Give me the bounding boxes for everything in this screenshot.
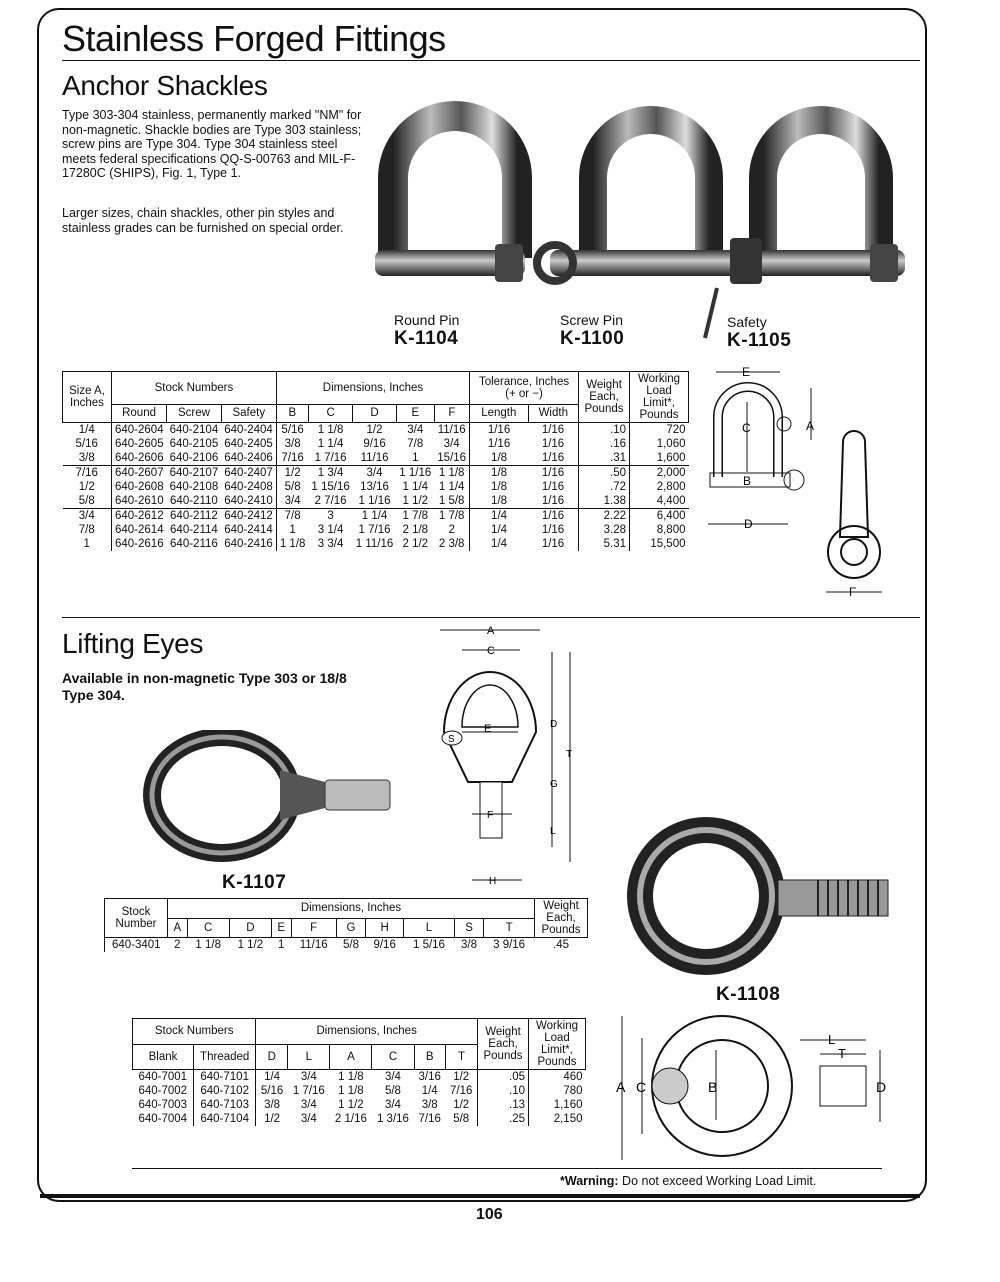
table-cell: 640-7003 <box>138 1099 188 1111</box>
t1-col-header: G <box>336 918 365 938</box>
warning-text: Do not exceed Working Load Limit. <box>622 1174 817 1188</box>
table-cell: 1,060 <box>630 437 689 451</box>
table-cell: 1 7/16 <box>314 452 347 464</box>
diagram3-label-b: B <box>708 1079 718 1095</box>
table-cell: 1 1/8 <box>317 424 344 436</box>
table-cell: 4,400 <box>630 494 689 509</box>
table-cell: 1/8 <box>470 494 528 509</box>
table-cell: .10 <box>478 1084 529 1098</box>
diagram2-label-h: H <box>489 876 497 887</box>
table-row <box>63 451 689 466</box>
table-cell: 640-2406 <box>224 452 273 464</box>
table-cell: 3 9/16 <box>493 939 526 951</box>
model-k1105: K-1105 <box>727 330 792 351</box>
table-cell: 2.22 <box>579 509 630 524</box>
caption-round-pin: Round Pin <box>394 312 460 328</box>
t2-header-dims: Dimensions, Inches <box>256 1019 478 1045</box>
diagram3-label-c: C <box>636 1079 647 1095</box>
col-header-stock-numbers: Stock Numbers <box>112 372 277 405</box>
table-cell: 1 <box>276 523 308 537</box>
col-header-f: F <box>434 404 469 422</box>
table-cell: 780 <box>529 1084 586 1098</box>
col-header-safety: Safety <box>221 404 276 422</box>
table-cell: 1/4 <box>256 1070 288 1085</box>
eye-bolt-dimension-diagram <box>604 1010 904 1168</box>
t1-col-header: D <box>229 918 271 938</box>
table-cell: .16 <box>579 437 630 451</box>
diagram3-label-a: A <box>616 1079 626 1095</box>
table-cell: 5.31 <box>579 537 630 551</box>
table-cell: 1 1/4 <box>438 481 465 493</box>
table-cell: 640-2116 <box>170 538 218 550</box>
table-cell: 1 7/8 <box>396 509 434 524</box>
col-header-b: B <box>276 404 308 422</box>
table-cell: 15,500 <box>630 537 689 551</box>
table-cell: 11/16 <box>437 424 466 436</box>
table-cell: 1/8 <box>470 466 528 481</box>
round-pin-shackle-image <box>375 116 525 282</box>
table-cell: 3/4 <box>353 466 397 481</box>
warning-label: *Warning: <box>560 1174 619 1188</box>
model-k1104: K-1104 <box>394 328 459 349</box>
table-row <box>63 494 689 509</box>
table-cell: 1/16 <box>541 538 565 550</box>
caption-safety: Safety <box>727 314 767 330</box>
anchor-heading: Anchor Shackles <box>62 70 268 101</box>
table-cell: 1 1/16 <box>358 495 391 507</box>
diagram-label-a: A <box>806 419 815 433</box>
table-cell: 1 <box>412 452 419 464</box>
table-cell: 5/8 <box>78 495 95 507</box>
table-cell: 3/4 <box>407 424 424 436</box>
table-cell: 640-3401 <box>105 938 168 953</box>
table-cell: 640-2614 <box>112 523 167 537</box>
table-cell: 640-2104 <box>169 424 219 436</box>
lifting-heading: Lifting Eyes <box>62 628 204 659</box>
table-row <box>63 509 689 524</box>
table-cell: 3/8 <box>421 1099 438 1111</box>
table-cell: 3/4 <box>63 509 112 524</box>
table-cell: 640-2608 <box>112 480 167 494</box>
table-cell: 1/2 <box>78 481 95 493</box>
table-cell: 640-2112 <box>167 509 222 524</box>
t1-col-header: S <box>454 918 483 938</box>
t1-col-header: A <box>168 918 188 938</box>
table-cell: 7/8 <box>276 509 308 524</box>
table-cell: 3/4 <box>384 1099 401 1111</box>
table-cell: 3/8 <box>276 437 308 451</box>
table-cell: 1.38 <box>579 494 630 509</box>
table-cell: 640-7102 <box>194 1084 256 1098</box>
diagram2-label-s: S <box>448 734 455 745</box>
t1-col-header: L <box>404 918 455 938</box>
table-cell: 640-2610 <box>112 494 167 509</box>
table-cell: .72 <box>579 480 630 494</box>
table-cell: 2,150 <box>529 1112 586 1126</box>
table-row <box>63 537 689 551</box>
shackle-photos <box>365 98 925 348</box>
table-cell: 1/4 <box>470 523 528 537</box>
table-cell: 1,160 <box>529 1098 586 1112</box>
table-cell: 2 1/2 <box>402 538 429 550</box>
diagram-label-f: F <box>849 585 857 599</box>
table-cell: 640-7101 <box>194 1070 256 1085</box>
table-cell: .45 <box>553 939 569 951</box>
table-cell: 1 <box>278 939 285 951</box>
table-row <box>133 1070 586 1085</box>
table-cell: 1 1/8 <box>195 939 221 951</box>
table-cell: .31 <box>579 451 630 466</box>
table-cell: 1 1/8 <box>338 1085 364 1097</box>
table-cell: 1 1/8 <box>276 537 308 551</box>
table-cell: 2 3/8 <box>438 538 465 550</box>
lifting-eye-dimension-diagram <box>432 622 582 890</box>
diagram2-label-e: E <box>484 723 492 735</box>
table-cell: 5/8 <box>343 939 360 951</box>
table-cell: 1/2 <box>453 1099 470 1111</box>
section-rule <box>62 617 920 618</box>
table-cell: 1 3/16 <box>376 1113 409 1125</box>
table-cell: 1/2 <box>256 1112 288 1126</box>
table-cell: 1/16 <box>541 424 565 436</box>
table-cell: 2 1/16 <box>334 1113 367 1125</box>
table-cell: 11/16 <box>360 452 389 464</box>
col-header-wll: Working Load Limit*, Pounds <box>630 372 689 423</box>
table-cell: 640-2607 <box>112 466 167 481</box>
col-header-weight: Weight Each, Pounds <box>579 372 630 423</box>
table-cell: 9/16 <box>363 438 386 450</box>
table-cell: 1 1/2 <box>237 939 264 951</box>
table-cell: .05 <box>478 1070 529 1085</box>
table-row <box>133 1084 586 1098</box>
table-cell: 8,800 <box>630 523 689 537</box>
page-title: Stainless Forged Fittings <box>62 18 446 59</box>
table-cell: 1 7/16 <box>292 1085 325 1097</box>
table-cell: 7/16 <box>418 1113 441 1125</box>
page-number: 106 <box>476 1206 503 1223</box>
diagram2-label-c: C <box>487 645 495 657</box>
col-header-screw: Screw <box>167 404 222 422</box>
table-cell: 640-2404 <box>224 424 273 436</box>
table-cell: 5/16 <box>276 423 308 438</box>
table-cell: 640-2407 <box>221 466 276 481</box>
t1-header-dims: Dimensions, Inches <box>168 899 535 919</box>
table-cell: 7/16 <box>276 451 308 466</box>
t1-header-weight: Weight Each, Pounds <box>535 899 588 938</box>
t2-header-blank: Blank <box>133 1044 194 1070</box>
table-cell: 640-2416 <box>224 538 273 550</box>
diagram-label-e: E <box>742 365 751 379</box>
table-cell: 640-2405 <box>224 438 273 450</box>
table-row <box>133 1098 586 1112</box>
diagram-label-d: D <box>744 517 753 531</box>
k1108-image <box>618 810 908 982</box>
table-cell: 640-2412 <box>221 509 276 524</box>
table-cell: 1 1/16 <box>396 466 434 481</box>
diagram3-label-l: L <box>828 1032 836 1047</box>
t1-col-header: T <box>484 918 535 938</box>
lifting-subtitle: Available in non-magnetic Type 303 or 18/8 Type 304. <box>62 670 347 703</box>
model-k1108: K-1108 <box>716 984 781 1005</box>
diagram-label-c: C <box>742 421 751 435</box>
table-cell: 2 <box>174 939 181 951</box>
table-row <box>133 1112 586 1126</box>
table-cell: 3/8 <box>461 939 478 951</box>
col-header-c: C <box>308 404 352 422</box>
table-cell: 640-7001 <box>138 1071 188 1083</box>
table-cell: 3.28 <box>579 523 630 537</box>
t1-col-header: H <box>366 918 404 938</box>
table-cell: 3/4 <box>384 1071 401 1083</box>
table-cell: 1/16 <box>470 423 528 438</box>
anchor-shackle-table <box>62 371 689 551</box>
table-cell: 640-2604 <box>112 423 167 438</box>
col-header-tolerance: Tolerance, Inches (+ or −) <box>470 372 579 405</box>
table-cell: 7/16 <box>450 1085 473 1097</box>
table-cell: 7/16 <box>63 466 112 481</box>
table-row <box>105 938 588 953</box>
table-cell: 640-2612 <box>112 509 167 524</box>
safety-shackle-image <box>705 120 905 338</box>
table-cell: 5/16 <box>256 1084 288 1098</box>
table-cell: 2,800 <box>630 480 689 494</box>
table-cell: 2,000 <box>630 466 689 481</box>
col-header-dimensions: Dimensions, Inches <box>276 372 469 405</box>
table-row <box>63 466 689 481</box>
table-cell: 1/16 <box>541 438 565 450</box>
table-cell: 1/2 <box>366 424 383 436</box>
table-cell: 1 <box>83 538 90 550</box>
table-cell: 3 3/4 <box>317 538 344 550</box>
lifting-eye-threaded-table <box>132 1018 586 1126</box>
table-cell: 7/8 <box>407 438 424 450</box>
t2-col-header: T <box>445 1044 477 1070</box>
table-cell: 640-2107 <box>167 466 222 481</box>
table-cell: 1/8 <box>470 480 528 494</box>
table-cell: 1 1/2 <box>338 1099 364 1111</box>
table-row <box>63 480 689 494</box>
table-cell: 3/4 <box>300 1113 317 1125</box>
table-cell: 3 <box>308 509 352 524</box>
table-cell: 1 7/8 <box>434 509 469 524</box>
table-cell: 3/4 <box>443 438 460 450</box>
t1-col-header: F <box>291 918 336 938</box>
table-cell: 3/8 <box>78 452 95 464</box>
table-cell: 1 1/4 <box>353 509 397 524</box>
diagram2-label-d: D <box>550 719 558 730</box>
model-k1100: K-1100 <box>560 328 625 349</box>
title-rule <box>62 60 920 61</box>
warning-note <box>560 1174 816 1188</box>
t2-col-header: B <box>414 1044 445 1070</box>
col-header-size: Size A, Inches <box>63 372 112 423</box>
table-cell: .50 <box>579 466 630 481</box>
table-cell: 1/16 <box>541 481 565 493</box>
table-cell: 5/8 <box>384 1085 401 1097</box>
shackle-dimension-diagram <box>698 362 898 607</box>
table-cell: 15/16 <box>437 452 467 464</box>
k1107-image <box>140 730 400 870</box>
table-cell: 640-2616 <box>112 537 167 551</box>
diagram2-label-l: L <box>550 826 556 837</box>
table-cell: 3/4 <box>300 1071 317 1083</box>
table-cell: 5/8 <box>453 1113 470 1125</box>
table-row <box>63 437 689 451</box>
table-cell: 640-2110 <box>170 495 218 507</box>
col-header-e: E <box>396 404 434 422</box>
t2-header-weight: Weight Each, Pounds <box>478 1019 529 1070</box>
diagram3-label-d: D <box>876 1079 887 1095</box>
table-cell: 3/4 <box>276 494 308 509</box>
table-cell: 640-2408 <box>224 481 273 493</box>
table-cell: 3/16 <box>418 1071 441 1083</box>
diagram2-label-t: T <box>566 749 573 760</box>
table-cell: 11/16 <box>299 939 328 951</box>
table-cell: 1 1/4 <box>402 481 429 493</box>
table-cell: 1 15/16 <box>311 481 350 493</box>
t2-col-header: C <box>372 1044 414 1070</box>
caption-screw-pin: Screw Pin <box>560 312 624 328</box>
t2-col-header: A <box>330 1044 372 1070</box>
t2-header-stock: Stock Numbers <box>133 1019 256 1045</box>
table-cell: 640-7004 <box>138 1113 188 1125</box>
table-cell: 1/8 <box>470 451 528 466</box>
diagram-label-b: B <box>743 474 752 488</box>
table-cell: 640-2606 <box>112 451 167 466</box>
table-cell: 1/16 <box>528 466 578 481</box>
table-cell: 640-2410 <box>224 495 273 507</box>
t2-header-wll: Working Load Limit*, Pounds <box>529 1019 586 1070</box>
table-cell: 640-2605 <box>112 437 167 451</box>
table-cell: 640-2105 <box>169 438 219 450</box>
table-cell: 1 1/8 <box>434 466 469 481</box>
col-header-d: D <box>353 404 397 422</box>
table-cell: 1 3/4 <box>308 466 352 481</box>
table-cell: 1/16 <box>528 509 578 524</box>
table-cell: 1/16 <box>470 437 528 451</box>
footer-rule <box>132 1168 882 1169</box>
table-cell: 1 1/8 <box>338 1071 364 1083</box>
table-cell: 6,400 <box>630 509 689 524</box>
bottom-rule <box>40 1194 920 1198</box>
t1-col-header: E <box>271 918 291 938</box>
table-cell: 1 1/2 <box>402 495 429 507</box>
table-cell: 2 <box>448 524 455 536</box>
table-cell: 3 1/4 <box>317 524 344 536</box>
t1-header-stock: Stock Number <box>105 899 168 938</box>
table-cell: 640-2114 <box>170 524 218 536</box>
table-cell: 1/16 <box>541 524 565 536</box>
table-cell: 1 5/8 <box>438 495 465 507</box>
table-cell: 7/8 <box>78 524 95 536</box>
table-cell: 640-2106 <box>169 452 219 464</box>
anchor-paragraph-2: Larger sizes, chain shackles, other pin styles and stainless grades can be furnished on special order. <box>62 206 344 235</box>
table-cell: 13/16 <box>360 481 389 493</box>
table-cell: 1/4 <box>421 1085 438 1097</box>
table-cell: 1,600 <box>630 451 689 466</box>
table-cell: 2 7/16 <box>314 495 347 507</box>
table-cell: .13 <box>478 1098 529 1112</box>
table-cell: 1/4 <box>470 537 528 551</box>
screw-pin-shackle-image <box>537 120 730 281</box>
col-header-round: Round <box>112 404 167 422</box>
col-header-width: Width <box>528 404 578 422</box>
table-cell: .25 <box>478 1112 529 1126</box>
table-cell: 1 11/16 <box>355 538 394 550</box>
table-row <box>63 423 689 438</box>
table-cell: 640-7103 <box>194 1098 256 1112</box>
table-cell: 460 <box>529 1070 586 1085</box>
t2-col-header: D <box>256 1044 288 1070</box>
table-cell: 5/16 <box>75 438 98 450</box>
table-cell: 640-2414 <box>224 524 273 536</box>
table-cell: 1/2 <box>453 1071 470 1083</box>
diagram2-label-a: A <box>487 625 495 637</box>
col-header-length: Length <box>470 404 528 422</box>
table-cell: 1/16 <box>541 495 565 507</box>
table-cell: .10 <box>579 423 630 438</box>
table-cell: 1/2 <box>276 466 308 481</box>
table-cell: 9/16 <box>373 939 396 951</box>
table-cell: 720 <box>630 423 689 438</box>
diagram3-label-t: T <box>838 1046 846 1061</box>
table-cell: 2 1/8 <box>402 524 429 536</box>
table-cell: 640-2108 <box>169 481 219 493</box>
lifting-eye-table <box>104 898 588 952</box>
table-cell: 1 1/4 <box>317 438 344 450</box>
t2-header-threaded: Threaded <box>194 1044 256 1070</box>
diagram2-label-g: G <box>550 779 558 790</box>
table-cell: 1/4 <box>78 424 95 436</box>
t2-col-header: L <box>288 1044 330 1070</box>
table-cell: 640-7104 <box>194 1112 256 1126</box>
table-cell: 3/8 <box>256 1098 288 1112</box>
model-k1107: K-1107 <box>222 872 287 893</box>
table-cell: 1 5/16 <box>412 939 445 951</box>
table-cell: 640-7002 <box>138 1085 188 1097</box>
table-cell: 1/4 <box>470 509 528 524</box>
table-cell: 1 7/16 <box>358 524 391 536</box>
anchor-paragraph-1: Type 303-304 stainless, permanently marked "NM" for non-magnetic. Shackle bodies are Type 303 stainless; screw pins are Type 304. Type 304 stainless steel meets federal specifications QQ-S-00763 and MIL-F-17280C (SHIPS), Fig. 1, Type 1. <box>62 108 362 181</box>
table-row <box>63 523 689 537</box>
diagram2-label-f: F <box>487 810 494 821</box>
table-cell: 3/4 <box>300 1099 317 1111</box>
table-cell: 5/8 <box>276 480 308 494</box>
t1-col-header: C <box>187 918 229 938</box>
table-cell: 1/16 <box>541 452 565 464</box>
